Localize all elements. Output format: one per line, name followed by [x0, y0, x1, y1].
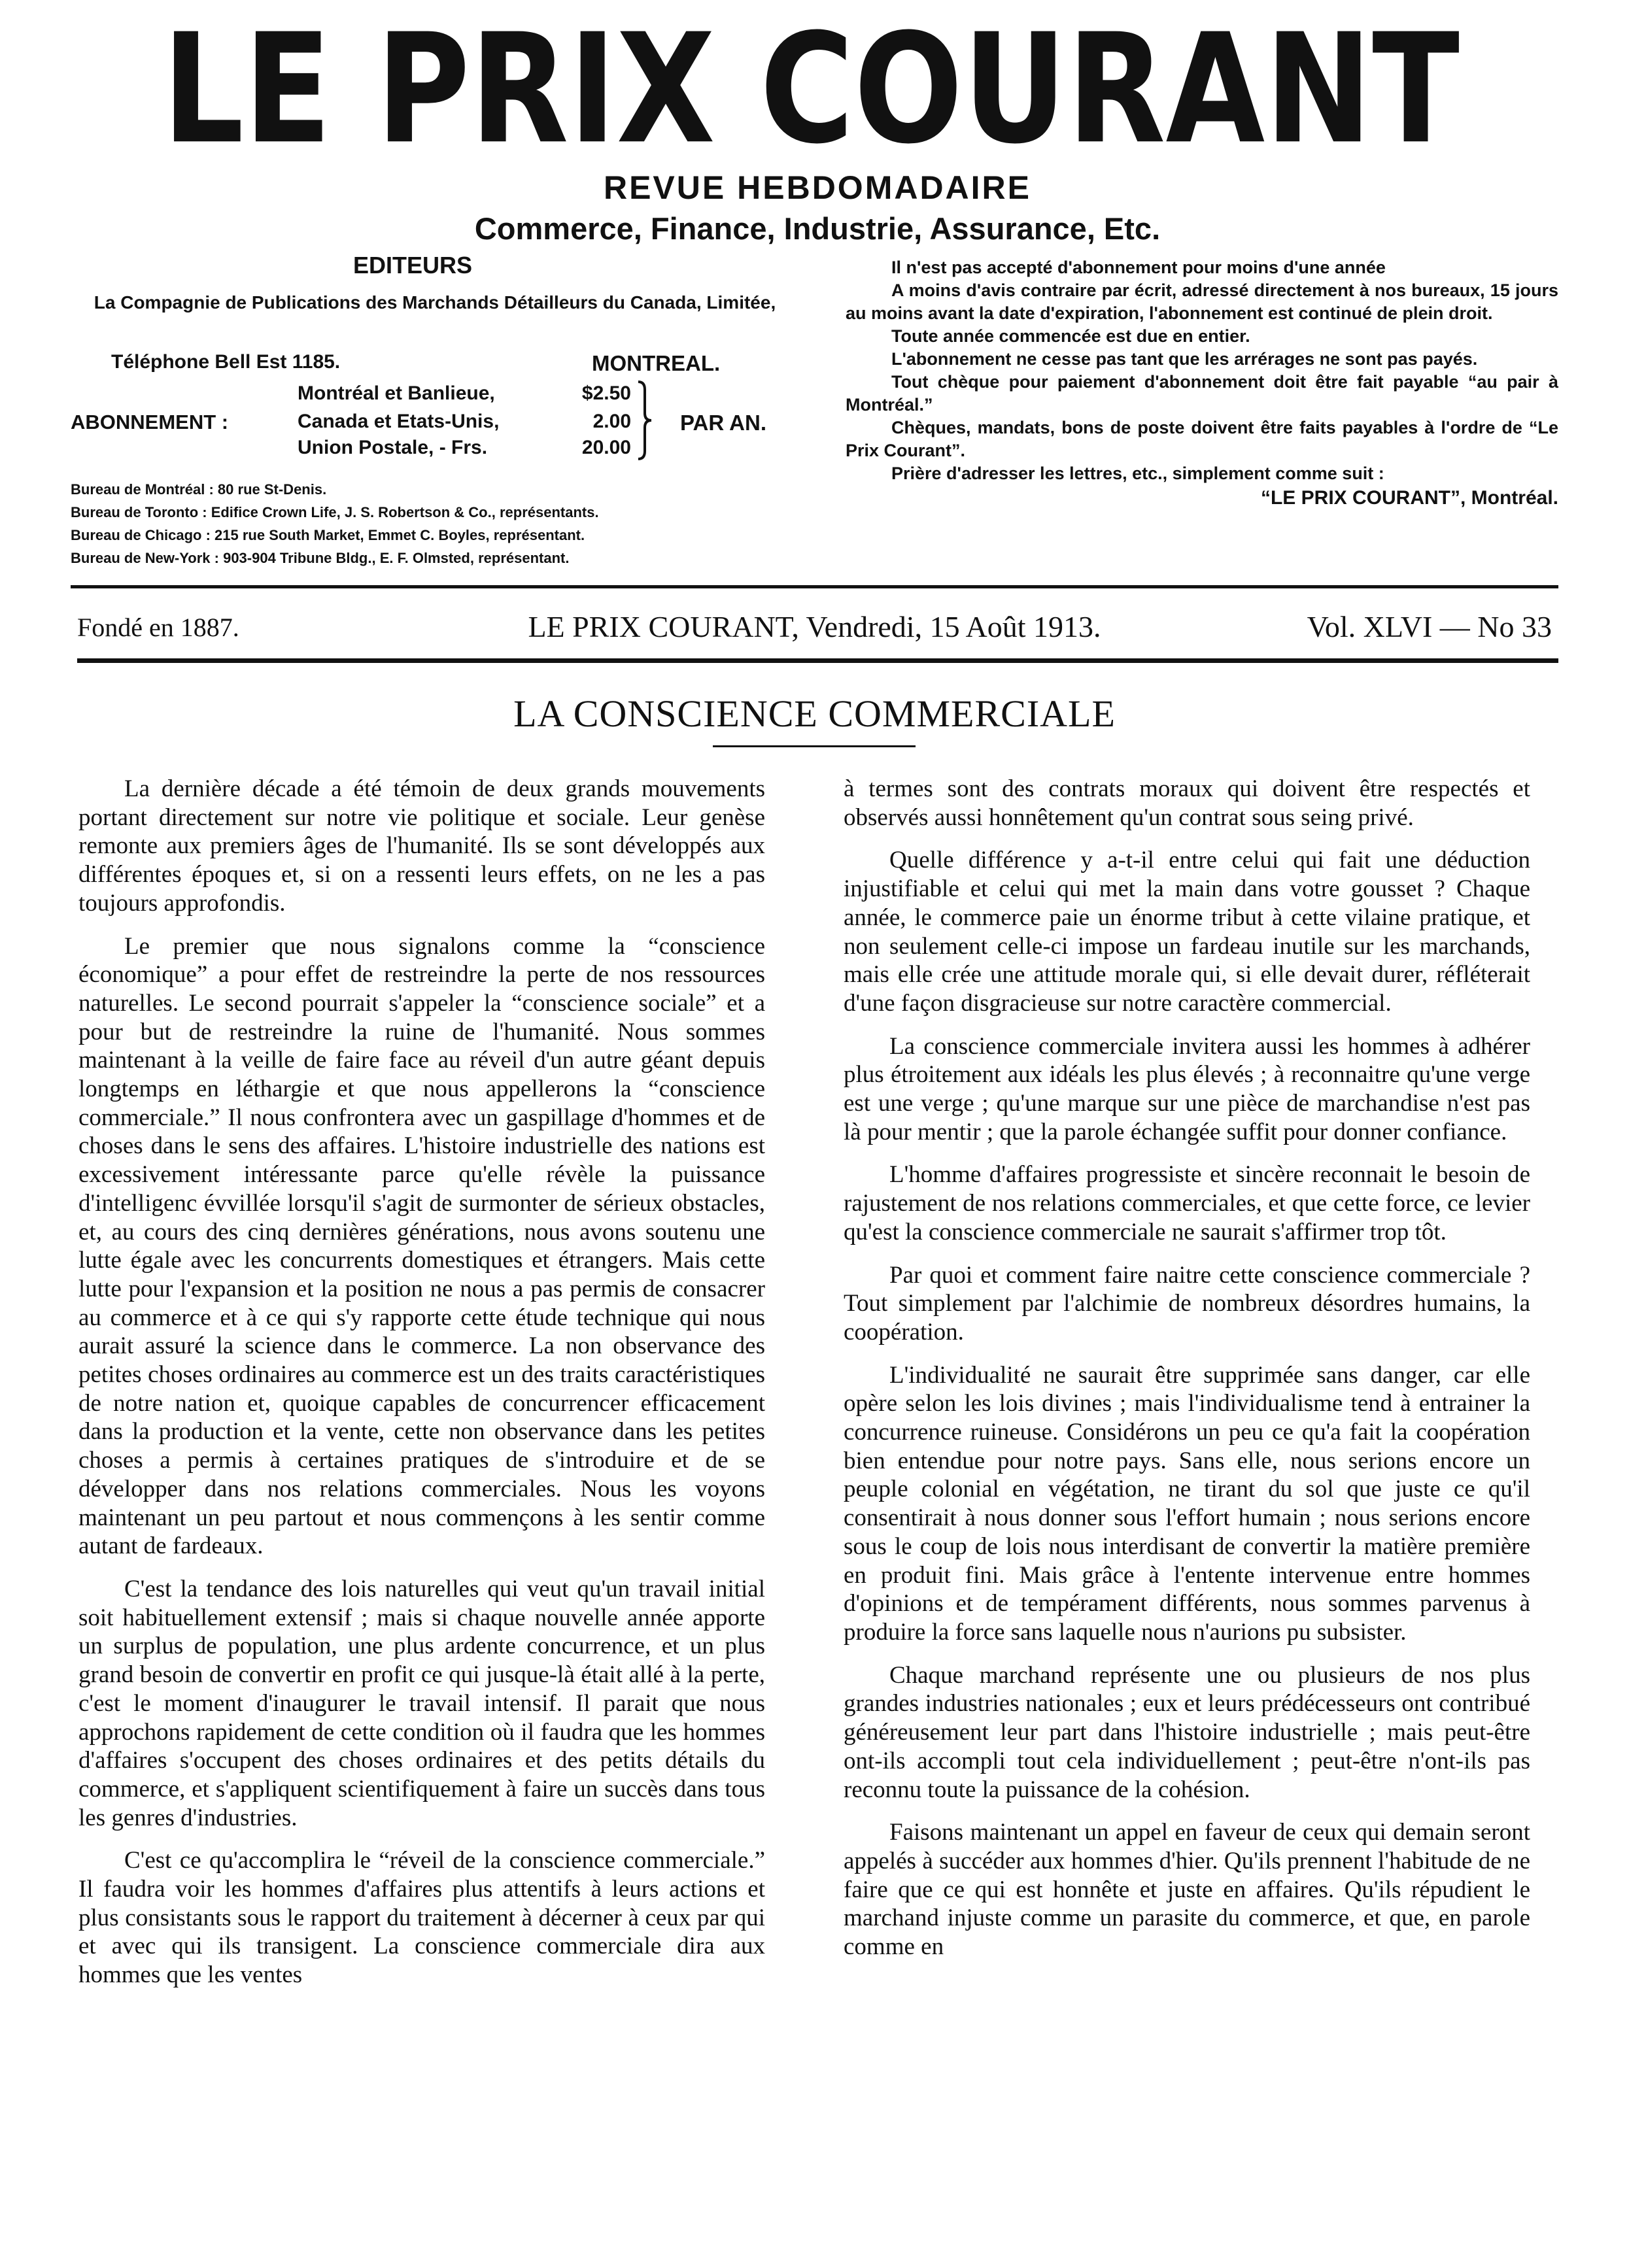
- article-paragraph: C'est la tendance des lois naturelles qui veut qu'un travail initial soit habituellement extensif ; mais si chaque nouvelle année apporte un surplus de population, une plus ardente concurrence, et un plus grand besoin de convertir en profit ce qui jusque-là était allé à la perte, c'est le moment d'inaugurer le travail intensif. Il parait que nous approchons rapidement de cette condition où il faudra que les hommes d'affaires s'occupent des choses ordinaires et des petits détails du commerce, et s'appliquent scientifiquement à faire un succès dans tous les genres d'industries.: [78, 1575, 765, 1831]
- volume-number: Vol. XLVI — No 33: [1307, 610, 1552, 643]
- publisher-city: MONTREAL.: [592, 351, 721, 375]
- subscription-rate-row: [298, 382, 631, 407]
- notice-signature: “LE PRIX COURANT”, Montréal.: [1260, 487, 1558, 509]
- masthead-title: LE PRIX COURANT: [162, 1, 1460, 178]
- article-paragraph: Faisons maintenant un appel en faveur de ceux qui demain seront appelés à succéder aux hommes d'hier. Qu'ils prennent l'habitude de ne faire que ce qui est honnête et juste en affaires. Qu'ils répudient le marchand injuste comme un parasite du commerce, et que, en parole comme en: [844, 1819, 1530, 1961]
- article-paragraph: La dernière décade a été témoin de deux grands mouvements portant directement sur notre vie politique et sociale. Leur genèse remonte aux premiers âges de l'humanité. Ils se sont développés aux différentes époques et, si on a ressenti leurs effets, on ne les a pas toujours approfondis.: [78, 775, 765, 917]
- article-paragraph: Par quoi et comment faire naitre cette conscience commerciale ? Tout simplement par l'alchimie de nombreux désordres humains, la coopération.: [844, 1261, 1530, 1346]
- article-paragraph: La conscience commerciale invitera aussi les hommes à adhérer plus étroitement aux idéals les plus élevés ; à reconnaitre qu'une verge est une verge ; qu'une marque sur une pièce de marchandise n'est pas là pour mentir ; que la parole échangée suffit pour donner confiance.: [844, 1032, 1530, 1145]
- subscription-notices: [846, 256, 1558, 509]
- article-paragraph: L'individualité ne saurait être supprimée sans danger, car elle opère selon les lois divines ; mais l'individualisme tend à entrainer la concurrence ruineuse. Considérons un peu ce qu'a fait la coopération bien entendue pour notre pays. Sans elle, nous serions encore un peuple colonial en végétation, ne tirant du sol que juste ce qu'il consentirait à nous donner sous l'effort humain ; nous serions encore sous le coup de lois nous interdisant de convertir la matière première en produit fini. Mais grâce à l'entente intervenue entre hommes d'opinions et de tempérament différents, nous sommes parvenus à produire la force sans laquelle nous n'aurions pu subsister.: [844, 1361, 1530, 1646]
- top-rule: [71, 585, 1558, 588]
- founded-date: Fondé en 1887.: [77, 613, 239, 642]
- notice-line: Il n'est pas accepté d'abonnement pour moins d'une année: [891, 258, 1386, 277]
- article-paragraph: Chaque marchand représente une ou plusieurs de nos plus grandes industries nationales ; eux et leurs prédécesseurs ont contribué généreusement leur part dans l'histoire industrielle ; mais peut-être ont-ils accompli tout cela individuellement ; peut-être n'ont-ils pas reconnu toute la puissance de la cohésion.: [844, 1661, 1530, 1803]
- subscription-period: PAR AN.: [680, 411, 766, 435]
- article-column-right: [844, 775, 1530, 1976]
- bureau-line: Bureau de Toronto : Edifice Crown Life, J. S. Robertson & Co., représentants.: [71, 504, 599, 520]
- article-paragraph: C'est ce qu'accomplira le “réveil de la conscience commerciale.” Il faudra voir les hommes d'affaires plus attentifs à leurs actions et plus consistants sous le rapport du traitement à décerner à ceux par qui et avec qui ils transigent. La conscience commerciale dira aux hommes que les ventes: [78, 1847, 765, 1989]
- subscription-rate-row: [298, 411, 631, 435]
- notice-line: Toute année commencée est due en entier.: [891, 326, 1250, 346]
- dateline-rule: [77, 658, 1558, 663]
- bureau-line: Bureau de Chicago : 215 rue South Market, Emmet C. Boyles, représentant.: [71, 527, 585, 543]
- masthead-topics: Commerce, Finance, Industrie, Assurance, Etc.: [474, 211, 1161, 246]
- bureau-line: Bureau de New-York : 903-904 Tribune Bldg., E. F. Olmsted, représentant.: [71, 550, 570, 566]
- notice-line: Tout chèque pour paiement d'abonnement doit être fait payable “au pair à Montréal.”: [846, 372, 1558, 415]
- notice-line: Chèques, mandats, bons de poste doivent être faits payables à l'ordre de “Le Prix Courant”.: [846, 418, 1558, 460]
- rate-price: $2.50: [581, 382, 631, 404]
- publisher-heading: EDITEURS: [353, 252, 473, 279]
- rate-place: Canada et Etats-Unis,: [298, 411, 500, 432]
- notice-line: Prière d'adresser les lettres, etc., simplement comme suit :: [891, 464, 1384, 483]
- article-paragraph: à termes sont des contrats moraux qui doivent être respectés et observés aussi honnêtement qu'un contrat sous seing privé.: [844, 775, 1530, 831]
- article-paragraph: L'homme d'affaires progressiste et sincère reconnait le besoin de rajustement de nos relations commerciales, et que cette force, ce levier qu'est la conscience commerciale ne saurait s'affirmer trop tôt.: [844, 1161, 1530, 1245]
- rates-brace: [636, 381, 653, 460]
- article-column-left: [78, 775, 765, 2004]
- rate-place: Montréal et Banlieue,: [298, 382, 495, 404]
- rate-price: 2.00: [592, 411, 631, 432]
- rate-place: Union Postale, - Frs.: [298, 437, 488, 458]
- article-title: LA CONSCIENCE COMMERCIALE: [513, 692, 1116, 735]
- notice-line: L'abonnement ne cesse pas tant que les arrérages ne sont pas payés.: [891, 349, 1478, 369]
- title-underline: [713, 745, 916, 747]
- subscription-label: ABONNEMENT :: [71, 411, 229, 433]
- masthead-subtitle: REVUE HEBDOMADAIRE: [603, 169, 1032, 206]
- issue-date: LE PRIX COURANT, Vendredi, 15 Août 1913.: [528, 610, 1101, 643]
- subscription-rate-row: [298, 437, 631, 462]
- article-paragraph: Quelle différence y a-t-il entre celui qui fait une déduction injustifiable et celui qui met la main dans votre gousset ? Chaque année, le commerce paie un énorme tribut à cette vilaine pratique, et non seulement celle-ci impose un fardeau inutile sur les marchands, mais elle crée une attitude morale qui, si elle devait durer, réfléterait d'une façon disgracieuse sur notre caractère commercial.: [844, 847, 1530, 1017]
- publisher-phone: Téléphone Bell Est 1185.: [111, 351, 341, 373]
- notice-line: A moins d'avis contraire par écrit, adressé directement à nos bureaux, 15 jours au moins avant la date d'expiration, l'abonnement est continué de plein droit.: [846, 280, 1558, 323]
- bureau-line: Bureau de Montréal : 80 rue St-Denis.: [71, 481, 327, 498]
- publisher-company: La Compagnie de Publications des Marchands Détailleurs du Canada, Limitée,: [94, 292, 776, 313]
- rate-price: 20.00: [581, 437, 631, 458]
- article-paragraph: Le premier que nous signalons comme la “conscience économique” a pour effet de restreindre la perte de nos ressources naturelles. Le second pourrait s'appeler la “conscience sociale” et a pour but de restreindre la ruine de l'humanité. Nous sommes maintenant à la veille de faire face au réveil d'un autre géant depuis longtemps en léthargie et que nous appellerons la “conscience commerciale.” Il nous confrontera avec un gaspillage d'hommes et de choses dans le sens des affaires. L'histoire industrielle des nations est excessivement intéressante parce qu'elle révèle la puissance d'intelligenc évvillée lorsqu'il s'agit de surmonter de sérieux obstacles, et, au cours des cinq dernières générations, nous avons soutenu une lutte égale avec les concurrents domestiques et étrangers. Mais cette lutte pour l'expansion et la position ne nous a pas permis de consacrer au commerce et à ce qui s'y rapporte cette étude technique qui nous aurait assuré la science dans le commerce. La non observance des petites choses ordinaires au commerce est un des traits caractéristiques de notre nation et, quoique capables de concurrencer efficacement dans la production et la vente, cette non observance dans les petites choses a permis à certaines pratiques de s'introduire et de se développer dans nos relations commerciales. Nous les voyons maintenant un peu partout et nous commençons à les sentir comme autant de fardeaux.: [78, 932, 765, 1560]
